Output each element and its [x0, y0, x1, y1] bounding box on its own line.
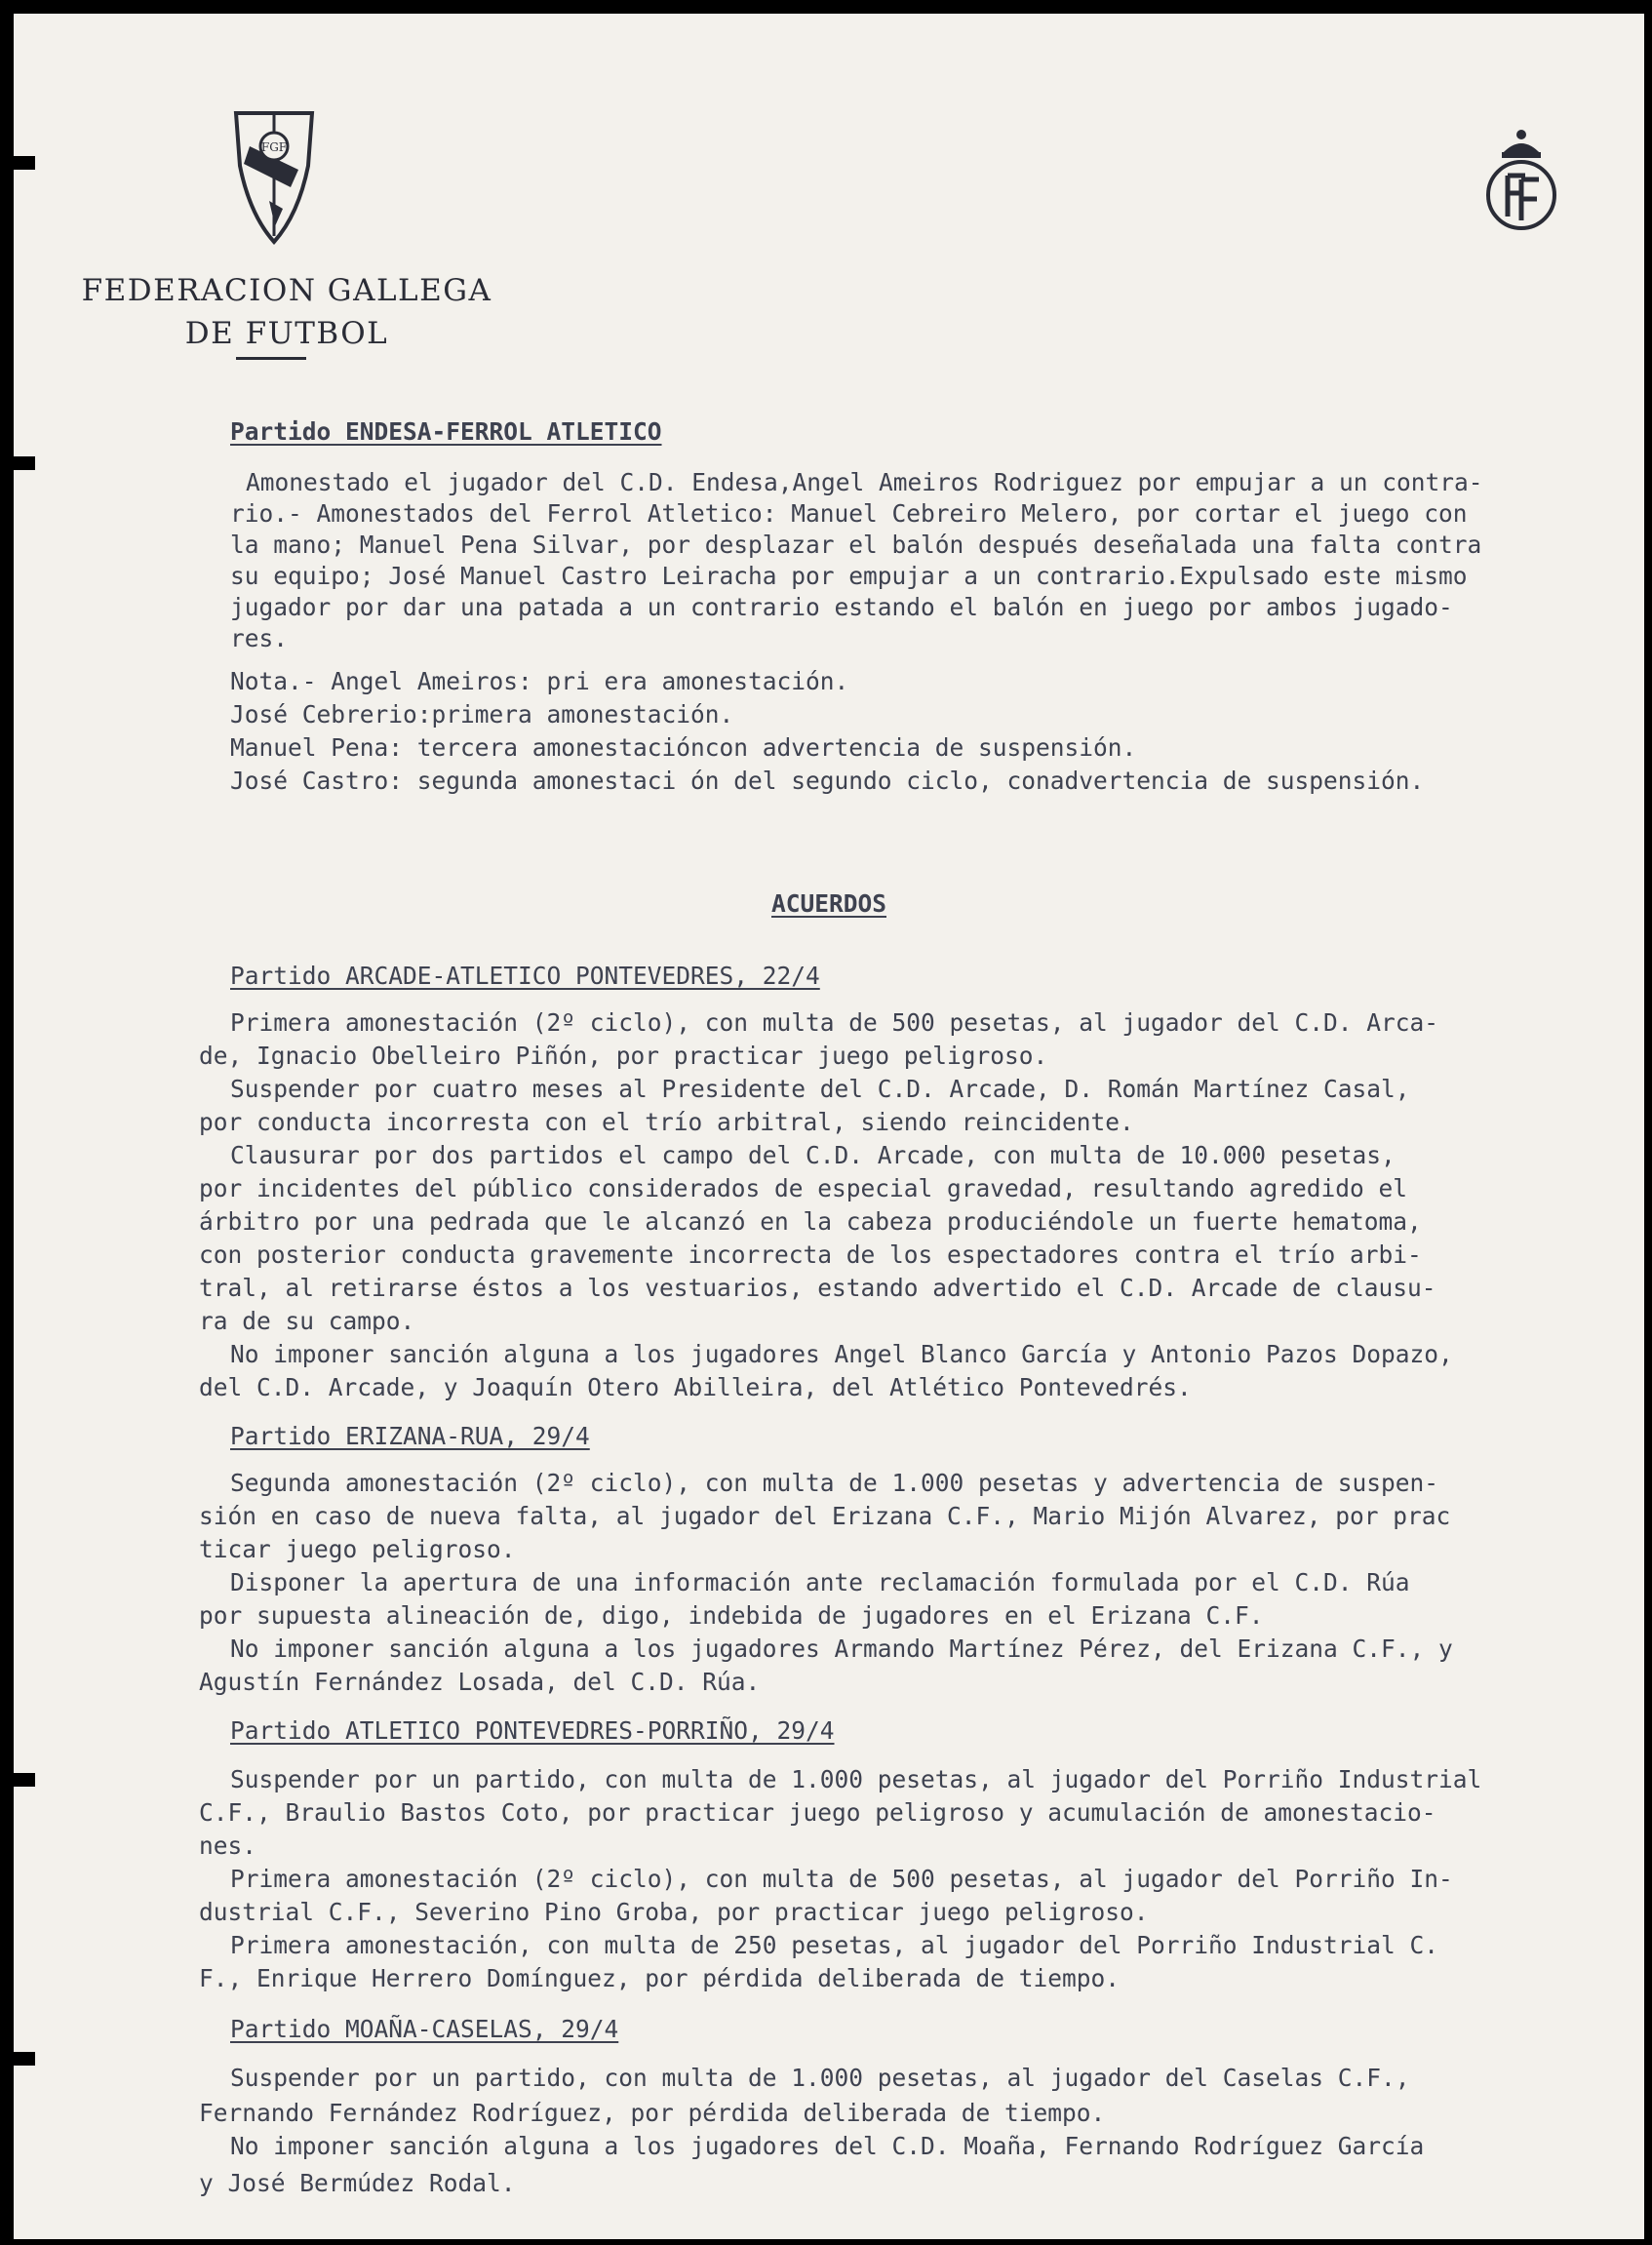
text-line: sión en caso de nueva falta, al jugador del Erizana C.F., Mario Mijón Alvarez, por prac [199, 1502, 1451, 1530]
text-line: del C.D. Arcade, y Joaquín Otero Abilleira, del Atlético Pontevedrés. [199, 1373, 1192, 1401]
text-line: y José Bermúdez Rodal. [199, 2169, 516, 2197]
text-line: res. [230, 624, 289, 652]
text-line: C.F., Braulio Bastos Coto, por practicar juego peligroso y acumulación de amonestacio- [199, 1798, 1436, 1827]
text-line: Primera amonestación (2º ciclo), con multa de 500 pesetas, al jugador del C.D. Arca- [230, 1008, 1439, 1037]
text-line: por conducta incorresta con el trío arbitral, siendo reincidente. [199, 1108, 1134, 1136]
text-line: Suspender por cuatro meses al Presidente del C.D. Arcade, D. Román Martínez Casal, [230, 1075, 1410, 1103]
text-line: dustrial C.F., Severino Pino Groba, por practicar juego peligroso. [199, 1898, 1149, 1926]
text-line: árbitro por una pedrada que le alcanzó en la cabeza produciéndole un fuerte hematoma, [199, 1207, 1422, 1236]
note-line: José Castro: segunda amonestaci ón del segundo ciclo, conadvertencia de suspensión. [230, 767, 1425, 795]
match-heading: Partido ATLETICO PONTEVEDRES-PORRIÑO, 29/4 [230, 1716, 835, 1745]
text-line: jugador por dar una patada a un contrario estando el balón en juego por ambos jugado- [230, 593, 1453, 621]
text-line: ra de su campo. [199, 1307, 415, 1335]
text-line: su equipo; José Manuel Castro Leiracha por empujar a un contrario.Expulsado este mismo [230, 562, 1468, 590]
text-line: Primera amonestación (2º ciclo), con multa de 500 pesetas, al jugador del Porriño In- [230, 1865, 1453, 1893]
federation-name-line: FEDERACION GALLEGA [81, 273, 492, 308]
match-heading: Partido ERIZANA-RUA, 29/4 [230, 1422, 590, 1450]
text-line: Disponer la apertura de una información ante reclamación formulada por el C.D. Rúa [230, 1568, 1410, 1596]
text-line: Suspender por un partido, con multa de 1.000 pesetas, al jugador del Caselas C.F., [230, 2064, 1410, 2092]
text-line: No imponer sanción alguna a los jugadores del C.D. Moaña, Fernando Rodríguez García [230, 2132, 1425, 2160]
header-divider [236, 357, 306, 360]
text-line: Agustín Fernández Losada, del C.D. Rúa. [199, 1668, 761, 1696]
text-line: Clausurar por dos partidos el campo del C.D. Arcade, con multa de 10.000 pesetas, [230, 1141, 1396, 1169]
federation-crest-icon [230, 107, 318, 248]
text-line: No imponer sanción alguna a los jugadores Angel Blanco García y Antonio Pazos Dopazo, [230, 1340, 1453, 1368]
text-line: No imponer sanción alguna a los jugadores Armando Martínez Pérez, del Erizana C.F., y [230, 1635, 1453, 1663]
binder-hole-mark [14, 1773, 35, 1787]
match-heading: Partido ARCADE-ATLETICO PONTEVEDRES, 22/4 [230, 962, 820, 990]
match-heading: Partido MOAÑA-CASELAS, 29/4 [230, 2015, 619, 2043]
text-line: por incidentes del público considerados de especial gravedad, resultando agredido el [199, 1174, 1408, 1202]
text-line: nes. [199, 1831, 257, 1860]
text-line: de, Ignacio Obelleiro Piñón, por practicar juego peligroso. [199, 1042, 1048, 1070]
binder-hole-mark [14, 2052, 35, 2066]
text-line: la mano; Manuel Pena Silvar, por desplazar el balón después deseñalada una falta contra [230, 531, 1482, 559]
text-line: ticar juego peligroso. [199, 1535, 516, 1563]
federation-name [62, 269, 511, 355]
note-line: Nota.- Angel Ameiros: pri era amonestación. [230, 667, 849, 695]
svg-text:FGF: FGF [260, 140, 288, 154]
binder-hole-mark [14, 156, 35, 170]
rfef-crest-icon [1480, 127, 1562, 236]
match-heading: Partido ENDESA-FERROL ATLETICO [230, 417, 662, 446]
federation-name-line: DE FUTBOL [184, 316, 389, 351]
text-line: rio.- Amonestados del Ferrol Atletico: Manuel Cebreiro Melero, por cortar el juego con [230, 499, 1468, 528]
text-line: Segunda amonestación (2º ciclo), con multa de 1.000 pesetas y advertencia de suspen- [230, 1469, 1439, 1497]
text-line: Primera amonestación, con multa de 250 pesetas, al jugador del Porriño Industrial C. [230, 1931, 1439, 1959]
text-line: con posterior conducta gravemente incorrecta de los espectadores contra el trío arbi- [199, 1241, 1422, 1269]
section-title: ACUERDOS [770, 889, 886, 918]
document-page [14, 14, 1644, 2239]
text-line: Amonestado el jugador del C.D. Endesa,Angel Ameiros Rodriguez por empujar a un contra- [246, 468, 1483, 496]
binder-hole-mark [14, 456, 35, 470]
text-line: por supuesta alineación de, digo, indebida de jugadores en el Erizana C.F. [199, 1601, 1264, 1630]
text-line: Fernando Fernández Rodríguez, por pérdida deliberada de tiempo. [199, 2099, 1106, 2127]
text-line: tral, al retirarse éstos a los vestuarios, estando advertido el C.D. Arcade de clausu- [199, 1274, 1436, 1302]
note-line: Manuel Pena: tercera amonestacióncon advertencia de suspensión. [230, 733, 1137, 762]
text-line: Suspender por un partido, con multa de 1.000 pesetas, al jugador del Porriño Industrial [230, 1765, 1482, 1793]
text-line: F., Enrique Herrero Domínguez, por pérdida deliberada de tiempo. [199, 1964, 1121, 1992]
note-line: José Cebrerio:primera amonestación. [230, 700, 734, 729]
